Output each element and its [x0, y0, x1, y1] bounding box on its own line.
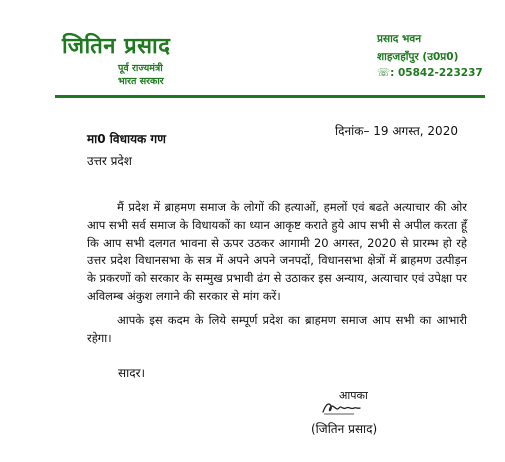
letterhead-divider — [55, 95, 485, 98]
address-line-2: शाहजहाँपुर (उ0प्र0) — [377, 51, 459, 63]
closing-regards: सादर। — [118, 366, 146, 380]
signatory-name: (जितिन प्रसाद) — [311, 422, 378, 436]
body-paragraph-1: मैं प्रदेश में ब्राहमण समाज के लोगों की हत्याओं, हमलों एवं बढते अत्याचार की ओर आप सभी सर्व समाज के विधायकों का ध्यान आकृष्ट कराते हुये आप सभी से अपील करता हूँ कि आप सभी दलगत भावना से ऊपर उठकर आगामी 20 अगस्त, 2020 से प्रारम्भ हो रहे उत्तर प्रदेश विधानसभा के सत्र में अपने अपने जनपदों, विधानसभा क्षेत्रों में ब्राहमण उत्पीड़न के प्रकरणों को सरकार के सम्मुख प्रभावी ढंग से उठाकर इस अन्याय, अत्याचार एवं उपेक्षा पर अविलम्ब अंकुश लगाने की सरकार से मांग करें। — [87, 200, 467, 303]
signoff-yours: आपका — [339, 389, 368, 402]
letterhead-designation: पूर्व राज्यमंत्री — [118, 63, 163, 74]
recipient-salutation: मा0 विधायक गण — [87, 132, 166, 146]
phone-number: ☏: 05842-223237 — [377, 67, 483, 79]
letter-date: दिनांक– 19 अगस्त, 2020 — [335, 124, 458, 138]
address-line-1: प्रसाद भवन — [377, 33, 422, 45]
letter-body — [87, 199, 467, 353]
body-paragraph-2: आपके इस कदम के लिये सम्पूर्ण प्रदेश का ब्राहमण समाज आप सभी का आभारी रहेगा। — [87, 312, 467, 345]
recipient-state: उत्तर प्रदेश — [87, 154, 132, 168]
letterhead-name: जितिन प्रसाद — [62, 34, 171, 59]
letterhead-government: भारत सरकार — [118, 76, 164, 87]
signature — [320, 398, 362, 418]
